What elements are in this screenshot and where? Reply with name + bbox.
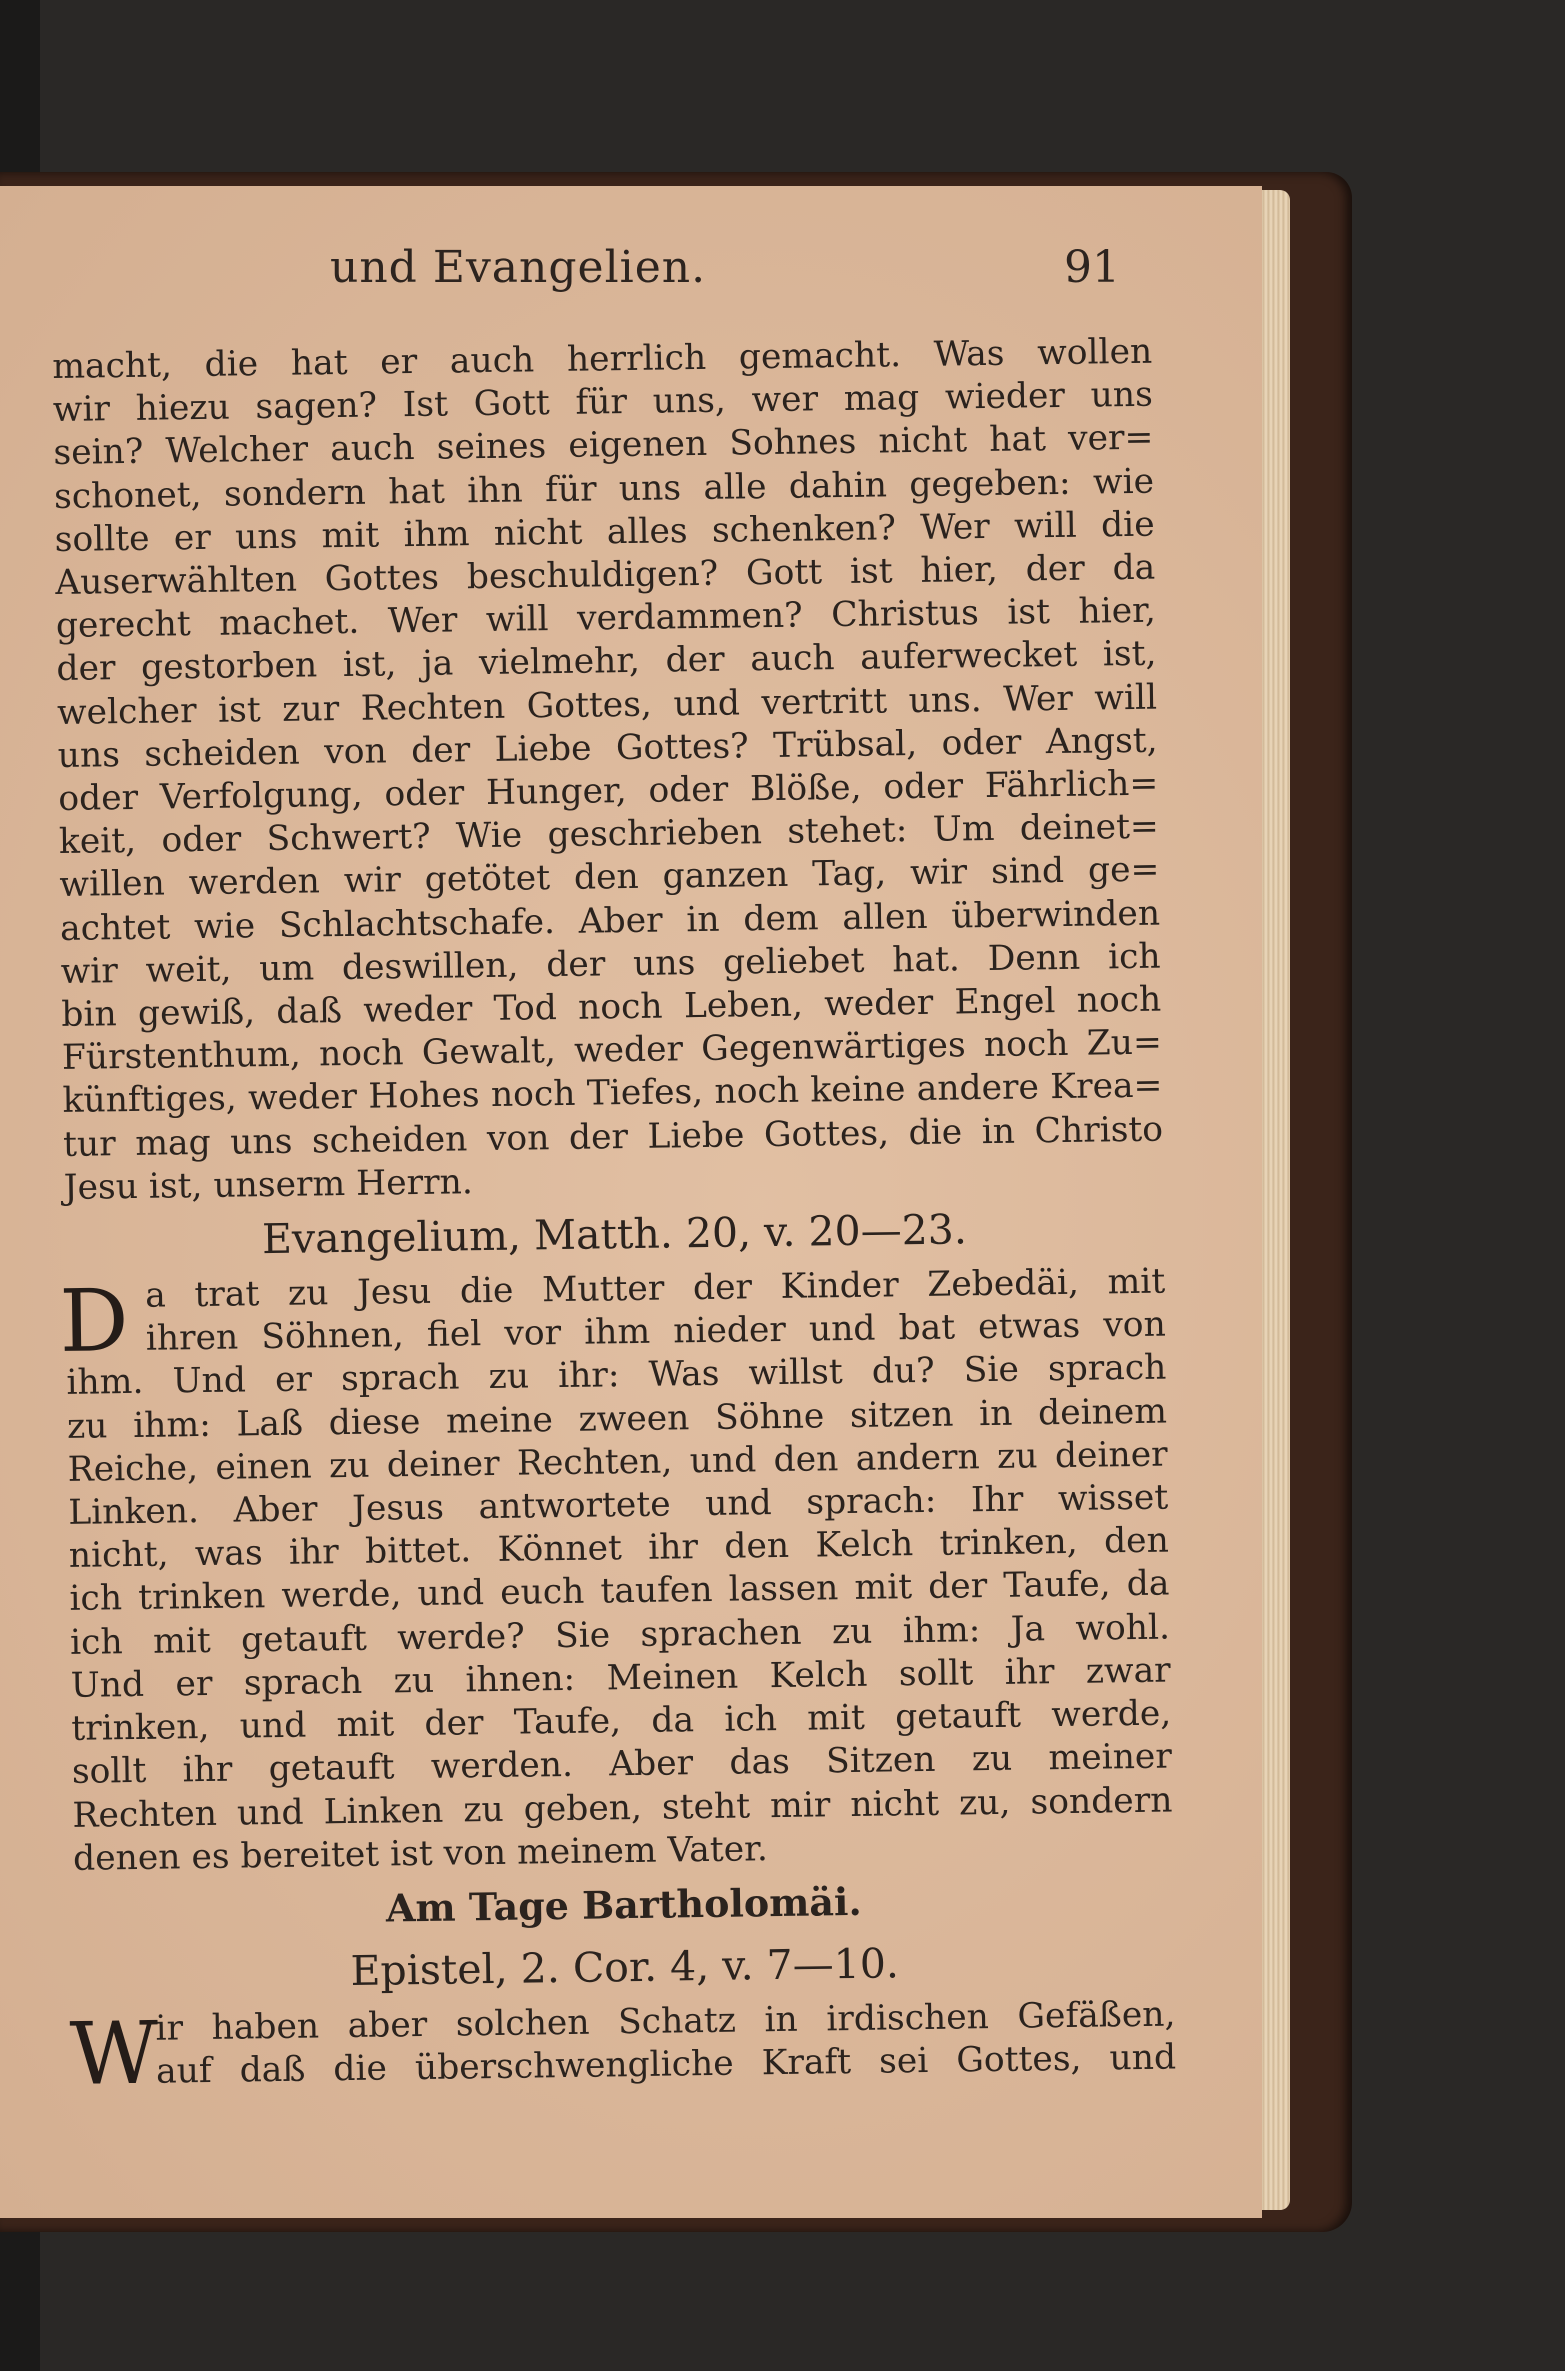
text-line: Auserwählten Gottes beschuldigen? Gott ist hier, der da [55,547,1156,603]
text-line: gerecht machet. Wer will verdammen? Christus ist hier, [55,590,1157,647]
gospel-heading: Evangelium, Matth. 20, v. 20—23. [261,1205,968,1264]
text-line: auf daß die überschwengliche Kraft sei Gottes, und [155,2037,1177,2092]
text-line: Jesu ist, unserm Herrn. [63,1162,474,1208]
text-line: sollte er uns mit ihm nicht alles schenken? Wer will die [54,504,1155,560]
text-line: keit, oder Schwert? Wie geschrieben stehet: Um deinet= [58,806,1160,863]
text-line: schonet, sondern hat ihn für uns alle dahin gegeben: wie [53,461,1155,517]
text-line: ich trinken werde, und euch taufen lassen mit der Taufe, da [69,1564,1170,1620]
text-line: trinken, und mit der Taufe, da ich mit getauft werde, [71,1693,1172,1749]
page-header [0,242,1262,302]
drop-cap-initial: D [58,1271,130,1373]
text-line: Reiche, einen zu deiner Rechten, und den andern zu deiner [67,1434,1168,1490]
text-line: achtet wie Schlachtschafe. Aber in dem allen überwinden [59,893,1161,949]
text-line: uns scheiden von der Liebe Gottes? Trübsal, oder Angst, [57,720,1158,776]
intro-paragraph [52,331,1164,1210]
text-line: oder Verfolgung, oder Hunger, oder Blöße, oder Fährlich= [58,763,1159,819]
text-line: nicht, was ihr bittet. Könnet ihr den Kelch trinken, den [68,1520,1170,1577]
text-line: wir hiezu sagen? Ist Gott für uns, wer mag wieder uns [52,374,1154,431]
text-line: Linken. Aber Jesus antwortete und sprach: Ihr wisset [68,1477,1169,1533]
gospel-paragraph [58,1261,1173,1881]
text-line: denen es bereitet ist von meinem Vater. [72,1828,769,1879]
text-line: sein? Welcher auch seines eigenen Sohnes nicht hat ver= [53,418,1154,474]
epistle-paragraph [69,1993,1177,2105]
text-line: ihren Söhnen, fiel vor ihm nieder und bat etwas von [145,1304,1167,1360]
text-line: ihm. Und er sprach zu ihr: Was willst du? Sie sprach [66,1348,1167,1404]
text-line: ich mit getauft werde? Sie sprachen zu ihm: Ja wohl. [69,1607,1171,1663]
text-line: wir weit, um deswillen, der uns geliebet hat. Denn ich [60,936,1161,992]
epistle-heading: Epistel, 2. Cor. 4, v. 7—10. [350,1939,900,1995]
text-line: zu ihm: Laß diese meine zween Söhne sitzen in deinem [66,1391,1168,1447]
text-line: ir haben aber solchen Schatz in irdischen Gefäßen, [155,1994,1176,2049]
feast-heading: Am Tage Bartholomäi. [385,1878,862,1931]
text-line: Und er sprach zu ihnen: Meinen Kelch sollt ihr zwar [70,1650,1171,1706]
text-line: bin gewiß, daß weder Tod noch Leben, weder Engel noch [61,979,1162,1035]
text-line: sollt ihr getauft werden. Aber das Sitzen zu meiner [71,1736,1173,1793]
text-line: künftiges, weder Hohes noch Tiefes, noch keine andere Krea= [62,1066,1163,1122]
running-title: und Evangelien. [330,242,707,293]
page-number: 91 [1064,242,1120,293]
text-line: willen werden wir getötet den ganzen Tag, wir sind ge= [59,850,1160,906]
text-line: macht, die hat er auch herrlich gemacht. Was wollen [52,331,1153,387]
text-line: Fürstenthum, noch Gewalt, weder Gegenwärtiges noch Zu= [61,1022,1163,1079]
text-line: welcher ist zur Rechten Gottes, und vertritt uns. Wer will [56,677,1158,733]
text-line: a trat zu Jesu die Mutter der Kinder Zebedäi, mit [144,1261,1166,1316]
text-line: tur mag uns scheiden von der Liebe Gottes, die in Christo [62,1109,1164,1165]
drop-cap-initial: W [69,2003,159,2105]
text-line: Rechten und Linken zu geben, steht mir nicht zu, sondern [72,1780,1173,1836]
text-line: der gestorben ist, ja vielmehr, der auch auferwecket ist, [56,634,1157,690]
page-body [52,331,1177,2105]
